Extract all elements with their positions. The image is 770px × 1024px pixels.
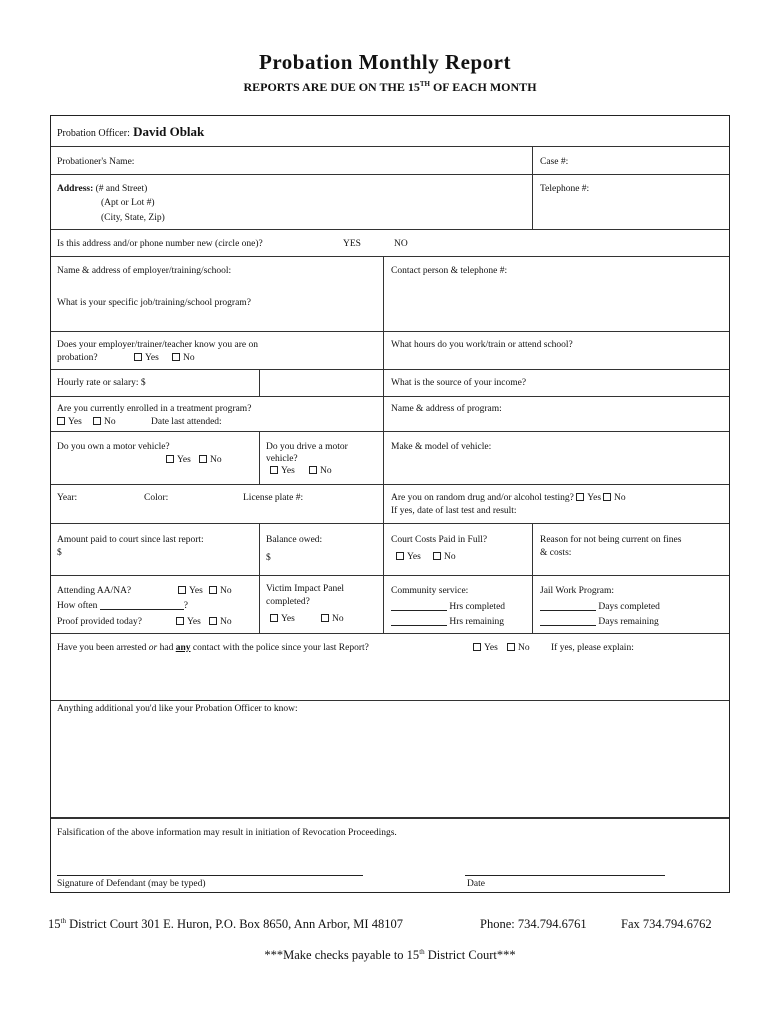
falsification-notice: Falsification of the above information may result in initiation of Revocation Proceedings. (57, 828, 397, 838)
treatment-program-field[interactable]: Name & address of program: (391, 404, 502, 414)
officer-field[interactable]: Probation Officer: David Oblak (57, 124, 205, 139)
date-field[interactable]: Date (467, 879, 485, 889)
case-number-field[interactable]: Case #: (540, 157, 569, 167)
proof-provided-question: Proof provided today? (57, 617, 142, 627)
checkbox-icon (178, 586, 186, 594)
own-vehicle-yes[interactable]: Yes (166, 454, 191, 466)
checkbox-icon (199, 455, 207, 463)
arrest-question: Have you been arrested or had any contact with the police since your last Report? (57, 643, 369, 653)
arrest-explain-field[interactable]: If yes, please explain: (551, 643, 634, 653)
checkbox-icon (270, 466, 278, 474)
checkbox-icon (93, 417, 101, 425)
court-costs-no[interactable]: No (433, 551, 456, 563)
employer-know-question: Does your employer/trainer/teacher know you are on (57, 340, 259, 350)
checkbox-icon (576, 493, 584, 501)
page-title: Probation Monthly Report (259, 50, 511, 74)
reason-not-current-field[interactable]: Reason for not being current on fines (540, 535, 682, 545)
amount-paid-field[interactable]: Amount paid to court since last report: (57, 535, 204, 545)
employer-know-no[interactable]: No (172, 352, 195, 364)
reason-not-current-line2: & costs: (540, 548, 572, 558)
balance-owed-value: $ (266, 553, 271, 563)
court-fax: Fax 734.794.6762 (621, 917, 712, 931)
checkbox-icon (309, 466, 317, 474)
checkbox-icon (209, 586, 217, 594)
drug-testing-question: Are you on random drug and/or alcohol testing? Yes No (391, 493, 626, 503)
hourly-rate-field[interactable]: Hourly rate or salary: $ (57, 378, 146, 388)
probationer-name-field[interactable]: Probationer's Name: (57, 157, 135, 167)
amount-paid-value: $ (57, 548, 62, 558)
job-program-field[interactable]: What is your specific job/training/school program? (57, 298, 251, 308)
vehicle-make-field[interactable]: Make & model of vehicle: (391, 442, 492, 452)
checkbox-icon (166, 455, 174, 463)
attending-aa-question: Attending AA/NA? (57, 586, 132, 596)
checkbox-icon (209, 617, 217, 625)
own-vehicle-no[interactable]: No (199, 454, 222, 466)
proof-provided-yes[interactable]: Yes (176, 616, 201, 628)
checkbox-icon (321, 614, 329, 622)
vehicle-year-field[interactable]: Year: (57, 493, 78, 503)
drive-vehicle-no[interactable]: No (309, 465, 332, 477)
attending-aa-no[interactable]: No (209, 585, 232, 597)
arrest-yes[interactable]: Yes (473, 642, 498, 654)
victim-panel-no[interactable]: No (321, 613, 344, 625)
court-phone: Phone: 734.794.6761 (480, 917, 587, 931)
hrs-remaining-field[interactable]: Hrs remaining (391, 616, 504, 628)
income-source-field[interactable]: What is the source of your income? (391, 378, 527, 388)
license-plate-field[interactable]: License plate #: (243, 493, 304, 503)
balance-owed-field[interactable]: Balance owed: (266, 535, 323, 545)
drive-vehicle-yes[interactable]: Yes (270, 465, 295, 477)
community-service-label: Community service: (391, 586, 469, 596)
address-field[interactable]: Address: (# and Street) (57, 184, 148, 194)
drive-vehicle-line2: vehicle? (266, 454, 298, 464)
employer-know-yes[interactable]: Yes (134, 352, 159, 364)
address-line2: (Apt or Lot #) (101, 198, 155, 208)
contact-person-field[interactable]: Contact person & telephone #: (391, 266, 508, 276)
checkbox-icon (396, 552, 404, 560)
signature-field[interactable]: Signature of Defendant (may be typed) (57, 879, 206, 889)
treatment-question: Are you currently enrolled in a treatment program? (57, 404, 252, 414)
checkbox-icon (433, 552, 441, 560)
additional-info-field[interactable]: Anything additional you'd like your Probation Officer to know: (57, 704, 298, 714)
address-line3: (City, State, Zip) (101, 213, 165, 223)
vehicle-color-field[interactable]: Color: (144, 493, 169, 503)
victim-panel-yes[interactable]: Yes (270, 613, 295, 625)
treatment-date-field[interactable]: Date last attended: (151, 417, 222, 427)
checkbox-icon (473, 643, 481, 651)
checkbox-icon (507, 643, 515, 651)
days-completed-field[interactable]: Days completed (540, 601, 660, 613)
jail-work-label: Jail Work Program: (540, 586, 614, 596)
victim-panel-line2: completed? (266, 597, 310, 607)
own-vehicle-question: Do you own a motor vehicle? (57, 442, 170, 452)
checkbox-icon (172, 353, 180, 361)
report-form (50, 115, 730, 893)
checks-payable-note: ***Make checks payable to 15th District Court*** (264, 948, 516, 963)
treatment-yes[interactable]: Yes (57, 416, 82, 428)
how-often-field[interactable]: How often ? (57, 601, 188, 611)
checkbox-icon (176, 617, 184, 625)
new-address-yes[interactable]: YES (343, 239, 361, 249)
treatment-no[interactable]: No (93, 416, 116, 428)
page-subtitle: REPORTS ARE DUE ON THE 15TH OF EACH MONTH (243, 80, 537, 94)
employer-field[interactable]: Name & address of employer/training/school: (57, 266, 232, 276)
arrest-no[interactable]: No (507, 642, 530, 654)
attending-aa-yes[interactable]: Yes (178, 585, 203, 597)
checkbox-icon (134, 353, 142, 361)
telephone-field[interactable]: Telephone #: (540, 184, 590, 194)
hrs-completed-field[interactable]: Hrs completed (391, 601, 505, 613)
checkbox-icon (603, 493, 611, 501)
proof-provided-no[interactable]: No (209, 616, 232, 628)
days-remaining-field[interactable]: Days remaining (540, 616, 659, 628)
work-hours-field[interactable]: What hours do you work/train or attend school? (391, 340, 573, 350)
last-test-field[interactable]: If yes, date of last test and result: (391, 506, 517, 516)
checkbox-icon (57, 417, 65, 425)
drive-vehicle-question: Do you drive a motor (266, 442, 348, 452)
new-address-no[interactable]: NO (394, 239, 408, 249)
victim-panel-question: Victim Impact Panel (266, 584, 345, 594)
court-costs-question: Court Costs Paid in Full? (391, 535, 488, 545)
employer-know-line2: probation? (57, 353, 98, 363)
court-address: 15th District Court 301 E. Huron, P.O. Box 8650, Ann Arbor, MI 48107 (48, 917, 403, 932)
court-costs-yes[interactable]: Yes (396, 551, 421, 563)
new-address-question: Is this address and/or phone number new (circle one)? (57, 239, 263, 249)
checkbox-icon (270, 614, 278, 622)
